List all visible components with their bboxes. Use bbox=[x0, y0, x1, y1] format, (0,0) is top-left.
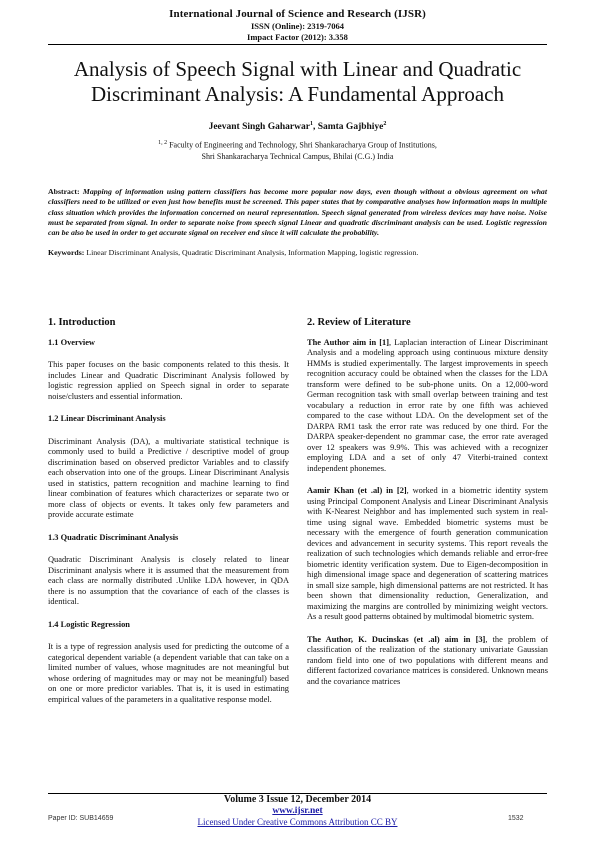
abstract bbox=[48, 187, 547, 239]
affiliation-sup: 1, 2 bbox=[158, 140, 168, 147]
review-2-lead: Aamir Khan (et .al) in [2] bbox=[307, 486, 407, 495]
authors bbox=[0, 121, 595, 132]
review-3-text: , the problem of classification of the realization of the stationary univariate Gaussian random field into one of two populations with different means and different factorized covariance matrices is considered. Unknown means and the covariance matrices bbox=[307, 634, 548, 686]
body-columns bbox=[48, 318, 548, 778]
review-1-text: , Laplacian interaction of Linear Discriminant Analysis and a modeling approach using continuous mixture density HMMs is studied experimentally. The largest improvements in speech recognition accuracy could be obtained when the classes for the LDA transform were defined to be sub-phone units. On a 12,000-word German recognition task with small overlap between training and test vocabulary a reduction in error rate by one fifth was achieved compared to the case without LDA. On the development set of the DARPA RM1 task the error rate was reduced by one third. For the DARPA speaker-dependent no grammar case, the error rate averaged over 12 speakers was 9.9%. This was achieved with a recognizer employing LDA and a set of only 47 Viterbi-trained context independent phonemes. bbox=[307, 337, 548, 473]
affiliation-line-1: Faculty of Engineering and Technology, Shri Shankaracharya Group of Institutions, bbox=[167, 140, 437, 150]
journal-header bbox=[0, 8, 595, 45]
author-separator: , bbox=[312, 122, 318, 133]
author-1: Jeevant Singh Gaharwar bbox=[208, 122, 310, 133]
license-link[interactable]: Licensed Under Creative Commons Attribution CC BY bbox=[197, 817, 398, 827]
keywords-text: Linear Discriminant Analysis, Quadratic Discriminant Analysis, Information Mapping, logistic regression. bbox=[84, 247, 419, 257]
section-introduction-heading: 1. Introduction bbox=[48, 317, 116, 328]
review-paragraph-1 bbox=[307, 338, 548, 475]
logistic-paragraph: It is a type of regression analysis used for predicting the outcome of a categorical dependent variable (a dependent variable that can take on a limited number of values, whose magnitudes are not meaningful but whose ordering of magnitudes may or may not be meaningful) based on one or more predictor variables. That is, it is used in estimating empirical values of the parameters in a qualitative response model. bbox=[48, 642, 289, 704]
page-footer bbox=[0, 791, 595, 827]
page-number: 1532 bbox=[508, 815, 524, 822]
paper-title: Analysis of Speech Signal with Linear and Quadratic Discriminant Analysis: A Fundamental Approach bbox=[73, 57, 522, 106]
author-2-sup: 2 bbox=[383, 121, 387, 127]
review-2-text: , worked in a biometric identity system using Principal Component Analysis and Linear Discriminant Analysis with K-Nearest Neighbor and has implemented such system in real-time using signal wave. Embedded biometric systems must be necessary with the emergence of fourth generation communication devices and advancement in security systems. This report reveals the realization of such technologies which demands reliable and error-free biometric identity verification system. Due to Eigen-decomposition in high dimensional image space and degeneration of scattering matrices in small size sample, high dimensional patterns are not restricted. It has been shown that dimensionality reduction, Generalization, and maximizing the margins are controlled by minimizing weight vectors. As a result good patterns obtained by multimodal biometric system. bbox=[307, 486, 548, 621]
logistic-heading: 1.4 Logistic Regression bbox=[48, 619, 130, 629]
affiliation-line-2: Shri Shankaracharya Technical Campus, Bhilai (C.G.) India bbox=[201, 151, 394, 161]
abstract-label: Abstract: bbox=[48, 186, 83, 196]
affiliation bbox=[0, 138, 595, 162]
journal-url-link[interactable]: www.ijsr.net bbox=[272, 806, 323, 816]
qda-paragraph: Quadratic Discriminant Analysis is closely related to linear Discriminant analysis where it is assumed that the measurement from each class are normally distributed .Unlike LDA however, in QDA there is no assumption that the covariance of each of the classes is identical. bbox=[48, 555, 289, 606]
left-column bbox=[48, 318, 289, 717]
section-review-heading: 2. Review of Literature bbox=[307, 317, 411, 328]
impact-factor: Impact Factor (2012): 3.358 bbox=[247, 32, 348, 42]
abstract-text: Mapping of information using pattern classifiers has become more popular now days, even though without a obvious agreement on what classifiers need to be utilized or even just how benefits must be screened. This paper states that by comparative analyses how information maps in multiple class situation which provides the information concerned on neural representation. Speech signal generated from wireless devices may have noise. Noise must be separated from signal. In order to separate noise from speech signal Linear and quadratic discriminant analysis can be used. Logistic regression can be also be used in order to get accurate signal on receiver end since it will calculate the probability. bbox=[48, 186, 547, 238]
keywords bbox=[48, 248, 547, 258]
volume-issue: Volume 3 Issue 12, December 2014 bbox=[223, 794, 372, 805]
author-1-sup: 1 bbox=[309, 121, 313, 127]
review-paragraph-3 bbox=[307, 635, 548, 688]
keywords-label: Keywords: bbox=[48, 247, 85, 257]
right-column bbox=[307, 318, 548, 699]
lda-heading: 1.2 Linear Discriminant Analysis bbox=[48, 414, 166, 423]
qda-heading: 1.3 Quadratic Discriminant Analysis bbox=[48, 532, 179, 542]
overview-paragraph: This paper focuses on the basic components related to this thesis. It includes Linear and Quadratic Discriminant Analysis followed by logistic regression applied on Speech signal in order to separate noise/clusters and essential information. bbox=[48, 360, 289, 401]
header-rule bbox=[48, 44, 547, 45]
lda-paragraph: Discriminant Analysis (DA), a multivariate statistical technique is commonly used to build a Predictive / descriptive model of group discrimination based on observed predictor Variables and to classify each observation into one of the groups. Linear Discriminant Analysis used in statistics, pattern recognition and machine learning to find linear combination of features which characterizes or separate two or more class of objects or events. It takes only few parameters and provide accurate estimate bbox=[48, 436, 289, 519]
review-3-lead: The Author, K. Ducinskas (et .al) aim in [3] bbox=[307, 634, 486, 644]
author-2: Samta Gajbhiye bbox=[317, 122, 384, 133]
review-paragraph-2 bbox=[307, 486, 548, 623]
overview-heading: 1.1 Overview bbox=[48, 337, 95, 347]
paper-id: Paper ID: SUB14659 bbox=[48, 815, 114, 822]
review-1-lead: The Author aim in [1] bbox=[307, 337, 390, 347]
journal-name: International Journal of Science and Research (IJSR) bbox=[169, 8, 426, 20]
issn: ISSN (Online): 2319-7064 bbox=[250, 21, 345, 31]
